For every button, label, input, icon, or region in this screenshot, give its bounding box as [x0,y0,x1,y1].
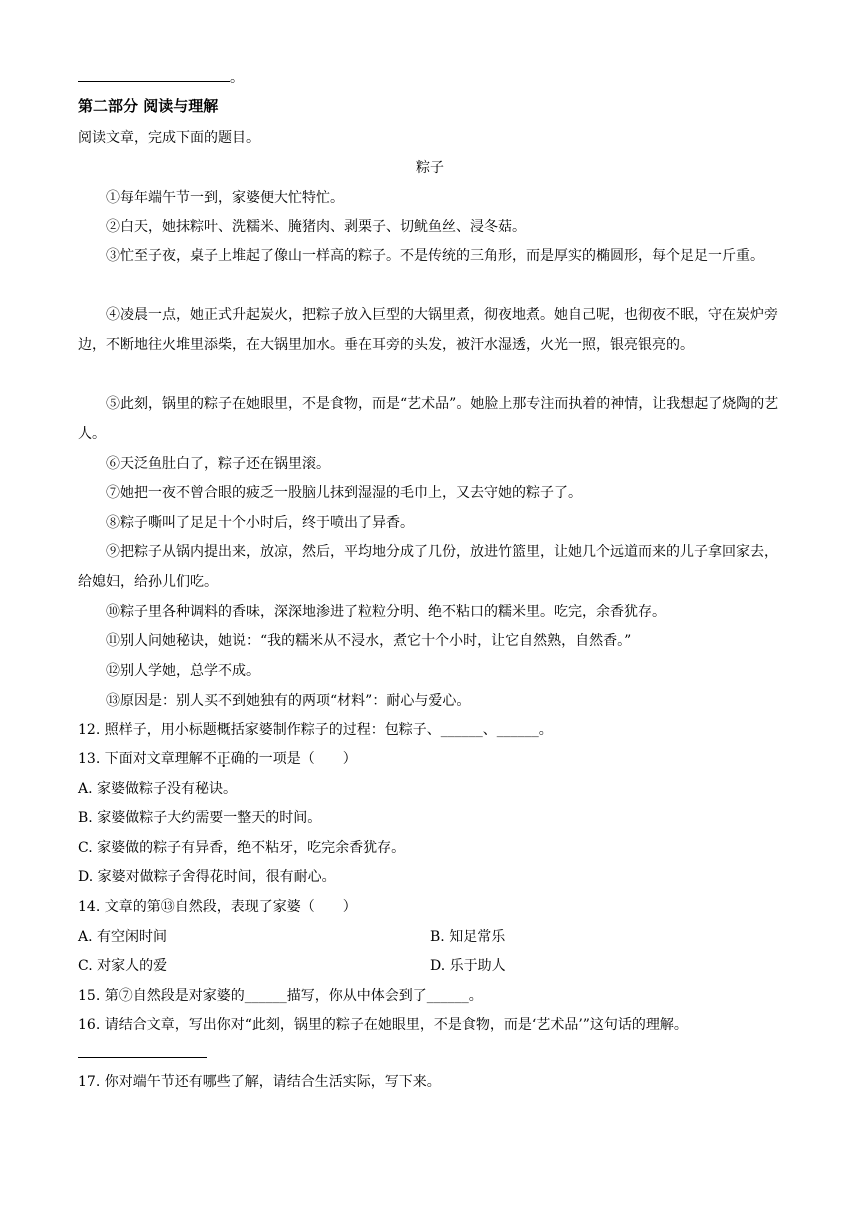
article-paragraph-5: ⑤此刻，锅里的粽子在她眼里，不是食物，而是“艺术品”。她脸上那专注而执着的神情，让我想起了烧陶的艺人。 [78,396,779,442]
question-14-option-d: D. 乐于助人 [430,958,506,974]
article-paragraph-7: ⑦她把一夜不曾合眼的疲乏一股脑儿抹到湿湿的毛巾上，又去守她的粽子了。 [106,485,582,501]
question-14-option-c: C. 对家人的爱 [78,958,168,974]
section-title: 第二部分 阅读与理解 [78,97,219,115]
question-13-emphasis: 不正确 [202,751,245,767]
article-paragraph-9: ⑨把粽子从锅内提出来，放凉，然后，平均地分成了几份，放进竹篮里，让她几个远道而来的儿子拿回家去，给媳妇，给孙儿们吃。 [78,544,778,590]
question-13-stem-before: 13. 下面对文章理解 [78,751,203,767]
question-14-stem: 14. 文章的第⑬自然段，表现了家婆（ ） [78,899,357,915]
question-16: 16. 请结合文章，写出你对“此刻，锅里的粽子在她眼里，不是食物，而是‘艺术品’”这句话的理解。 [78,1017,688,1033]
question-15: 15. 第⑦自然段是对家婆的______描写，你从中体会到了______。 [78,988,483,1004]
question-13-stem [78,749,357,769]
article-paragraph-6: ⑥天泛鱼肚白了，粽子还在锅里滚。 [106,456,330,472]
article-paragraph-4: ④凌晨一点，她正式升起炭火，把粽子放入巨型的大锅里煮，彻夜地煮。她自己呢，也彻夜不眠，守在炭炉旁边，不断地往火堆里添柴，在大锅里加水。垂在耳旁的头发，被汗水湿透，火光一照，银亮银亮的。 [78,307,778,353]
question-14-option-b: B. 知足常乐 [430,929,506,945]
answer-line-16 [78,1057,207,1058]
article-paragraph-13: ⑬原因是：别人买不到她独有的两项“材料”：耐心与爱心。 [106,693,471,709]
article-paragraph-2: ②白天，她抹粽叶、洗糯米、腌猪肉、剥栗子、切鱿鱼丝、浸冬菇。 [106,219,526,235]
question-12: 12. 照样子，用小标题概括家婆制作粽子的过程：包粽子、______、______。 [78,722,553,738]
article-paragraph-10: ⑩粽子里各种调料的香味，深深地渗进了粒粒分明、绝不粘口的糯米里。吃完，余香犹存。 [106,604,666,620]
question-17: 17. 你对端午节还有哪些了解，请结合生活实际，写下来。 [78,1074,441,1090]
section-instruction: 阅读文章，完成下面的题目。 [78,130,260,146]
article-title: 粽子 [416,160,444,176]
question-13-stem-after: 的一项是（ ） [244,751,357,767]
question-13-option-c: C. 家婆做的粽子有异香，绝不粘牙，吃完余香犹存。 [78,840,406,856]
top-fragment: 。 [230,70,244,86]
article-paragraph-12: ⑫别人学她，总学不成。 [106,663,260,679]
question-13-option-b: B. 家婆做粽子大约需要一整天的时间。 [78,810,322,826]
article-paragraph-11: ⑪别人问她秘诀，她说：“我的糯米从不浸水，煮它十个小时，让它自然熟，自然香。” [106,633,632,649]
question-13-option-d: D. 家婆对做粽子舍得花时间，很有耐心。 [78,869,336,885]
article-paragraph-1: ①每年端午节一到，家婆便大忙特忙。 [106,190,344,206]
question-14-option-a: A. 有空闲时间 [78,929,168,945]
article-paragraph-8: ⑧粽子嘶叫了足足十个小时后，终于喷出了异香。 [106,515,414,531]
question-13-option-a: A. 家婆做粽子没有秘诀。 [78,781,238,797]
article-paragraph-3: ③忙至子夜，桌子上堆起了像山一样高的粽子。不是传统的三角形，而是厚实的椭圆形，每个足足一斤重。 [106,248,764,264]
answer-line-top [78,81,230,82]
